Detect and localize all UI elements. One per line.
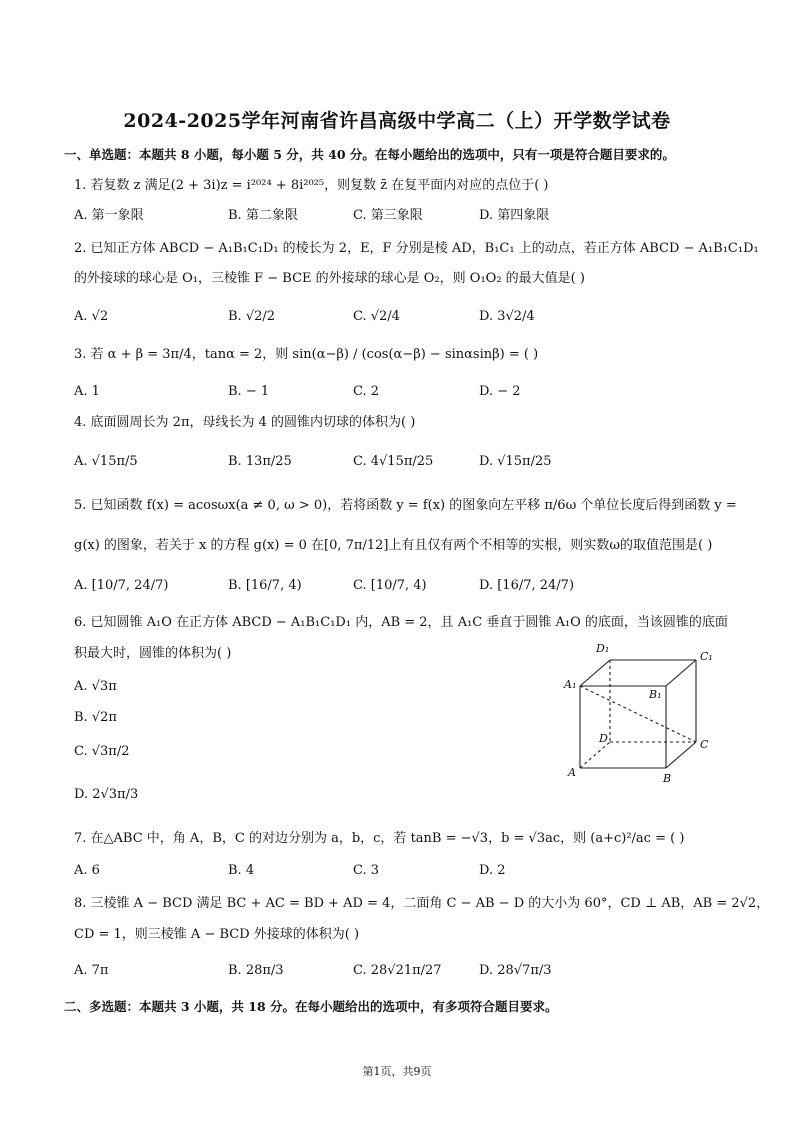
page-footer: 第1页，共9页: [362, 1065, 432, 1078]
question-8-option-a: A. 7π: [74, 963, 109, 978]
question-8-stem-line-1: 8. 三棱锥 A − BCD 满足 BC + AC = BD + AD = 4，二面角 C − AB − D 的大小为 60°，CD ⊥ AB，AB = 2√2，: [74, 896, 770, 911]
question-2-option-d: D. 3√2/4: [479, 309, 535, 324]
question-7-option-c: C. 3: [353, 863, 380, 878]
question-4-option-a: A. √15π/5: [74, 454, 138, 469]
label-d: D: [599, 732, 608, 745]
question-7-stem: 7. 在△ABC 中，角 A，B，C 的对边分别为 a，b，c，若 tanB = −√3，b = √3ac，则 (a+c)²/ac = ( ): [74, 831, 685, 846]
question-8-stem-line-2: CD = 1，则三棱锥 A − BCD 外接球的体积为( ): [74, 927, 360, 942]
section-heading-single-choice: 一、单选题：本题共 8 小题，每小题 5 分，共 40 分。在每小题给出的选项中，只有一项是符合题目要求的。: [64, 147, 675, 162]
question-2-stem-line-2: 的外接球的球心是 O₁，三棱锥 F − BCE 的外接球的球心是 O₂，则 O₁O₂ 的最大值是( ): [74, 271, 585, 286]
edge-b1-c1: [666, 660, 696, 686]
label-d1: D₁: [596, 642, 610, 655]
question-8-option-c: C. 28√21π/27: [353, 963, 442, 978]
question-2-option-b: B. √2/2: [228, 309, 276, 324]
question-3-option-c: C. 2: [353, 384, 380, 399]
question-1-option-c: C. 第三象限: [353, 208, 423, 223]
question-1-option-d: D. 第四象限: [479, 208, 550, 223]
question-5-option-d: D. [16/7, 24/7): [479, 578, 575, 593]
question-6-option-b: B. √2π: [74, 710, 117, 725]
question-4-option-b: B. 13π/25: [228, 454, 292, 469]
question-1-option-a: A. 第一象限: [74, 208, 144, 223]
question-5-stem-line-2: g(x) 的图象，若关于 x 的方程 g(x) = 0 在[0, 7π/12]上有且仅有两个不相等的实根，则实数ω的取值范围是( ): [74, 538, 713, 553]
label-c: C: [700, 738, 709, 751]
question-8-option-b: B. 28π/3: [228, 963, 284, 978]
question-4-option-c: C. 4√15π/25: [353, 454, 434, 469]
section-heading-multiple-choice: 二、多选题：本题共 3 小题，共 18 分。在每小题给出的选项中，有多项符合题目要求。: [64, 999, 558, 1014]
page-title: 2024-2025学年河南省许昌高级中学高二（上）开学数学试卷: [123, 110, 671, 132]
question-3-option-a: A. 1: [74, 384, 100, 399]
question-5-option-c: C. [10/7, 4): [353, 578, 427, 593]
edge-a1-d1: [580, 660, 610, 686]
question-3-stem: 3. 若 α + β = 3π/4，tanα = 2，则 sin(α−β) / (cos(α−β) − sinαsinβ) = ( ): [74, 347, 539, 362]
question-5-option-a: A. [10/7, 24/7): [74, 578, 169, 593]
edge-a-d: [580, 742, 610, 768]
question-6-stem-line-1: 6. 已知圆锥 A₁O 在正方体 ABCD − A₁B₁C₁D₁ 内，AB = 2，且 A₁C 垂直于圆锥 A₁O 的底面，当该圆锥的底面: [74, 615, 728, 630]
question-4-option-d: D. √15π/25: [479, 454, 552, 469]
question-3-option-b: B. − 1: [228, 384, 270, 399]
question-4-stem: 4. 底面圆周长为 2π，母线长为 4 的圆锥内切球的体积为( ): [74, 415, 416, 430]
question-7-option-d: D. 2: [479, 863, 506, 878]
question-7-option-b: B. 4: [228, 863, 255, 878]
question-2-stem-line-1: 2. 已知正方体 ABCD − A₁B₁C₁D₁ 的棱长为 2，E，F 分别是棱 AD，B₁C₁ 上的动点，若正方体 ABCD − A₁B₁C₁D₁: [74, 241, 759, 256]
label-c1: C₁: [700, 650, 713, 663]
cube-figure: [560, 638, 720, 786]
diagonal-a1-c: [580, 686, 696, 742]
question-8-option-d: D. 28√7π/3: [479, 963, 552, 978]
question-2-option-c: C. √2/4: [353, 309, 400, 324]
label-b: B: [663, 772, 672, 785]
label-b1: B₁: [649, 688, 662, 701]
question-3-option-d: D. − 2: [479, 384, 521, 399]
question-6-stem-line-2: 积最大时，圆锥的体积为( ): [74, 646, 232, 661]
question-6-option-a: A. √3π: [74, 679, 117, 694]
label-a1: A₁: [564, 678, 577, 691]
question-1-option-b: B. 第二象限: [228, 208, 298, 223]
question-2-option-a: A. √2: [74, 309, 109, 324]
question-6-option-c: C. √3π/2: [74, 744, 130, 759]
question-6-option-d: D. 2√3π/3: [74, 787, 139, 802]
question-1-stem: 1. 若复数 z 满足(2 + 3i)z = i²⁰²⁴ + 8i²⁰²⁵，则复数 z̄ 在复平面内对应的点位于( ): [74, 178, 549, 193]
label-a: A: [568, 766, 576, 779]
question-5-option-b: B. [16/7, 4): [228, 578, 302, 593]
edge-b-c: [666, 742, 696, 768]
question-7-option-a: A. 6: [74, 863, 100, 878]
question-5-stem-line-1: 5. 已知函数 f(x) = acosωx(a ≠ 0, ω > 0)，若将函数 y = f(x) 的图象向左平移 π/6ω 个单位长度后得到函数 y =: [74, 498, 737, 513]
